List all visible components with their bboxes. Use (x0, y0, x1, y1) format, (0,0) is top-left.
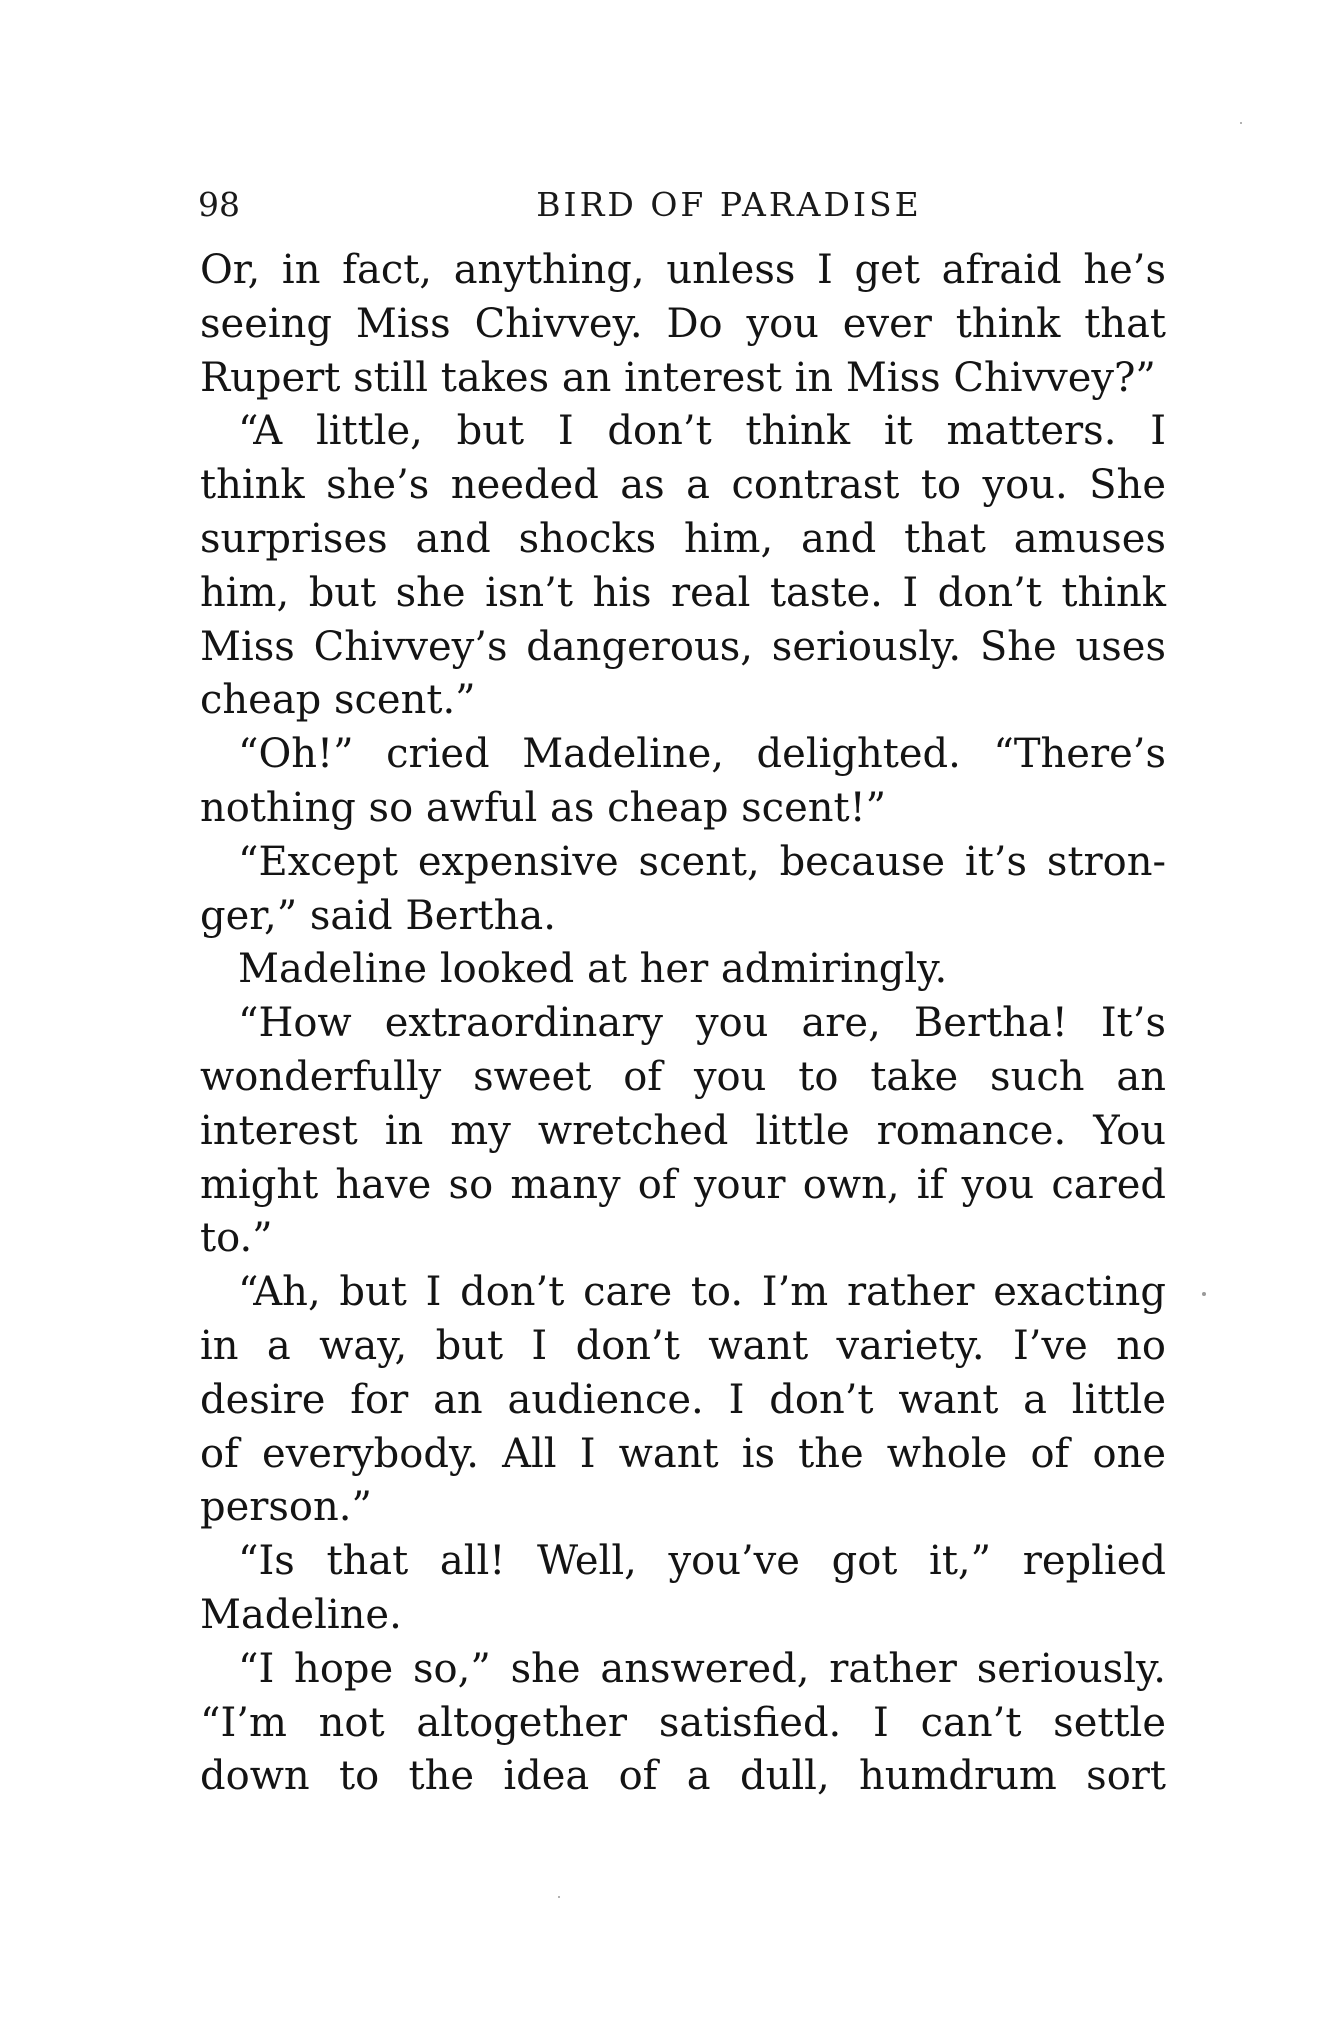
paper-speck (558, 1896, 560, 1898)
text-line: “Except expensive scent, because it’s stron- (238, 838, 1166, 885)
text-line: seeing Miss Chivvey. Do you ever think that (200, 300, 1166, 347)
text-line: Rupert still takes an interest in Miss Chivvey?” (200, 354, 1156, 401)
text-line: Madeline. (200, 1591, 402, 1638)
text-line: ger,” said Bertha. (200, 892, 556, 939)
text-line: of everybody. All I want is the whole of one (200, 1430, 1166, 1477)
text-line: person.” (200, 1484, 372, 1531)
paper-speck (1202, 1292, 1206, 1296)
paper-speck (1240, 122, 1242, 124)
text-line: in a way, but I don’t want variety. I’ve no (200, 1322, 1166, 1369)
running-title: BIRD OF PARADISE (536, 185, 922, 224)
text-line: to.” (200, 1215, 273, 1262)
text-line: interest in my wretched little romance. You (200, 1107, 1166, 1154)
text-line: “How extraordinary you are, Bertha! It’s (238, 1000, 1166, 1047)
text-line: “I hope so,” she answered, rather seriously. (238, 1645, 1166, 1692)
text-line: “Oh!” cried Madeline, delighted. “There’s (238, 731, 1166, 778)
text-line: Miss Chivvey’s dangerous, seriously. She uses (200, 623, 1166, 670)
text-line: cheap scent.” (200, 677, 476, 724)
text-line: Or, in fact, anything, unless I get afraid he’s (200, 247, 1166, 293)
text-line: him, but she isn’t his real taste. I don’t think (200, 569, 1166, 616)
text-line: “A little, but I don’t think it matters. I (238, 408, 1166, 455)
text-line: “I’m not altogether satisfied. I can’t settle (200, 1699, 1166, 1746)
text-line: think she’s needed as a contrast to you. She (200, 462, 1166, 509)
text-line: “Is that all! Well, you’ve got it,” replied (238, 1538, 1166, 1585)
text-line: wonderfully sweet of you to take such an (200, 1053, 1166, 1100)
text-line: nothing so awful as cheap scent!” (200, 784, 887, 831)
text-line: desire for an audience. I don’t want a little (200, 1376, 1166, 1423)
text-line: down to the idea of a dull, humdrum sort (200, 1753, 1166, 1800)
body-text (200, 244, 1166, 1804)
running-head (198, 185, 1200, 225)
text-line: Madeline looked at her admiringly. (238, 946, 948, 993)
text-line: surprises and shocks him, and that amuses (200, 515, 1166, 562)
text-line: “Ah, but I don’t care to. I’m rather exacting (238, 1269, 1166, 1316)
page-number: 98 (198, 185, 240, 224)
text-line: might have so many of your own, if you cared (200, 1161, 1166, 1208)
